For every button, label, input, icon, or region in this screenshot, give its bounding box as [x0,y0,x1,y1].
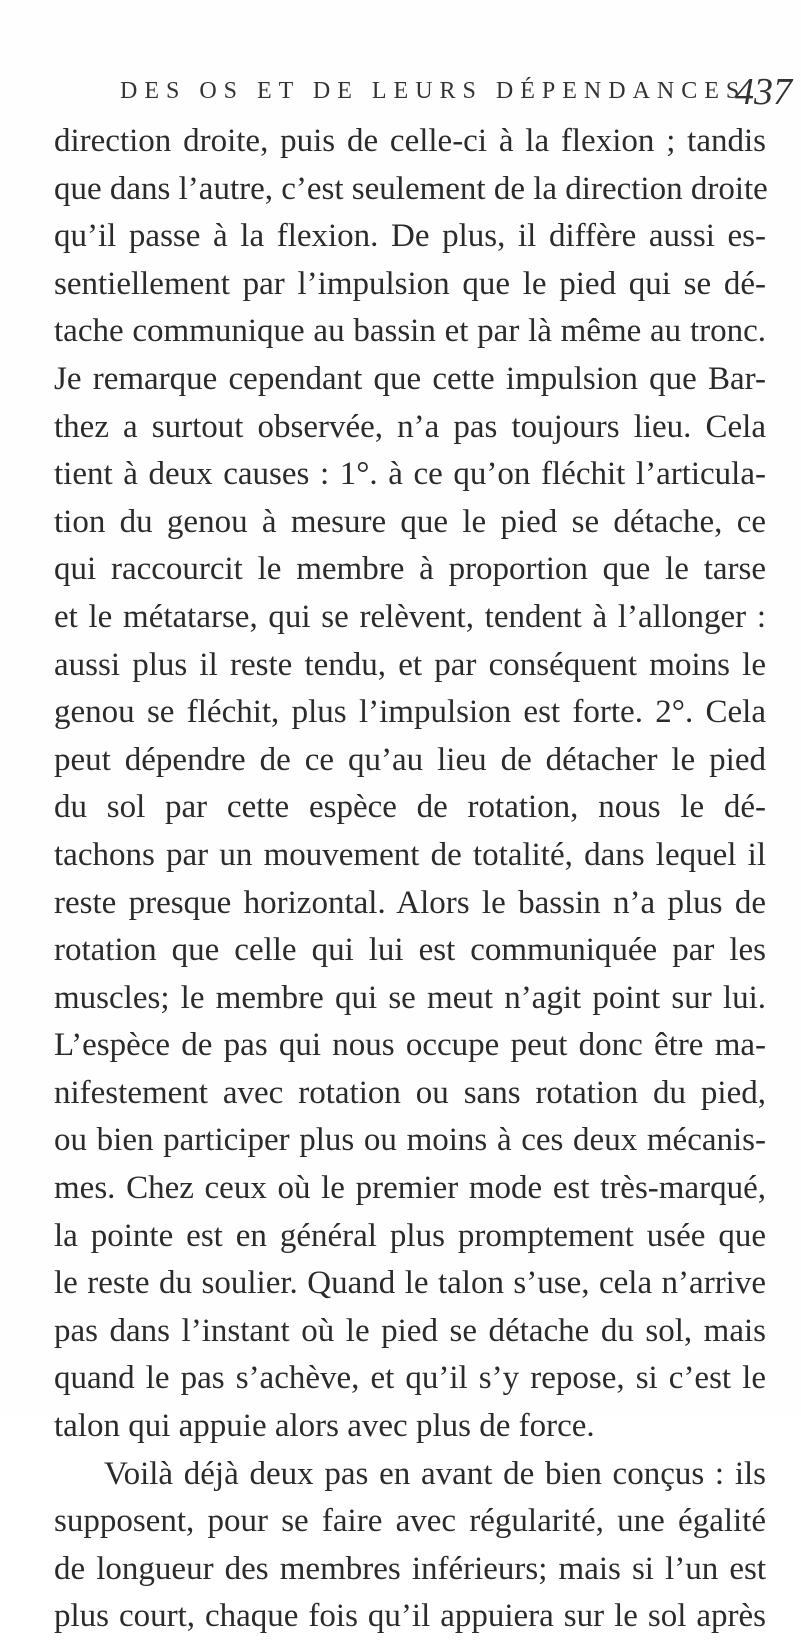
text-line: rotation que celle qui lui est communiquée par les [54,932,766,969]
text-line: la pointe est en général plus promptement usée que [54,1217,766,1254]
text-line: genou se fléchit, plus l’impulsion est forte. 2°. Cela [54,694,766,731]
running-title: DES OS ET DE LEURS DÉPENDANCES. [120,78,760,104]
text-line: de longueur des membres inférieurs; mais si l’un est [54,1550,766,1587]
text-line: le reste du soulier. Quand le talon s’use, cela n’arrive [54,1265,766,1302]
text-line: thez a surtout observée, n’a pas toujours lieu. Cela [54,408,766,445]
text-line: qu’il passe à la flexion. De plus, il diffère aussi es- [54,218,766,255]
text-line: nifestement avec rotation ou sans rotation du pied, [54,1074,766,1111]
text-line: Je remarque cependant que cette impulsion que Bar- [54,360,766,397]
text-line: tachons par un mouvement de totalité, dans lequel il [54,836,766,873]
text-line: tion du genou à mesure que le pied se détache, ce [54,503,766,540]
text-line: aussi plus il reste tendu, et par conséquent moins le [54,646,766,683]
text-line: mes. Chez ceux où le premier mode est très-marqué, [54,1170,766,1207]
text-line: et le métatarse, qui se relèvent, tendent à l’allonger : [54,598,766,635]
text-line: L’espèce de pas qui nous occupe peut donc être ma- [54,1027,766,1064]
text-line: Voilà déjà deux pas en avant de bien conçus : ils [104,1455,766,1492]
page-number: 437 [735,71,792,113]
body-text [54,118,766,1641]
text-line: peut dépendre de ce qu’au lieu de détacher le pied [54,741,766,778]
text-line: tache communique au bassin et par là même au tronc. [54,313,766,350]
text-line: sentiellement par l’impulsion que le pied qui se dé- [54,265,766,302]
text-line: supposent, pour se faire avec régularité, une égalité [54,1503,766,1540]
text-line: pas dans l’instant où le pied se détache du sol, mais [54,1312,766,1349]
text-line: talon qui appuie alors avec plus de force. [54,1408,595,1445]
text-line: ou bien participer plus ou moins à ces deux mécanis- [54,1122,766,1159]
text-line: que dans l’autre, c’est seulement de la direction droite [54,170,768,207]
text-line: reste presque horizontal. Alors le bassin n’a plus de [54,884,766,921]
text-line: tient à deux causes : 1°. à ce qu’on fléchit l’articula- [54,456,766,493]
text-line: du sol par cette espèce de rotation, nous le dé- [54,789,766,826]
text-line: quand le pas s’achève, et qu’il s’y repose, si c’est le [54,1360,766,1397]
text-line: qui raccourcit le membre à proportion que le tarse [54,551,766,588]
text-line: muscles; le membre qui se meut n’agit point sur lui. [54,979,766,1016]
text-line: plus court, chaque fois qu’il appuiera sur le sol après [54,1598,766,1635]
text-line: direction droite, puis de celle-ci à la flexion ; tandis [54,123,766,159]
